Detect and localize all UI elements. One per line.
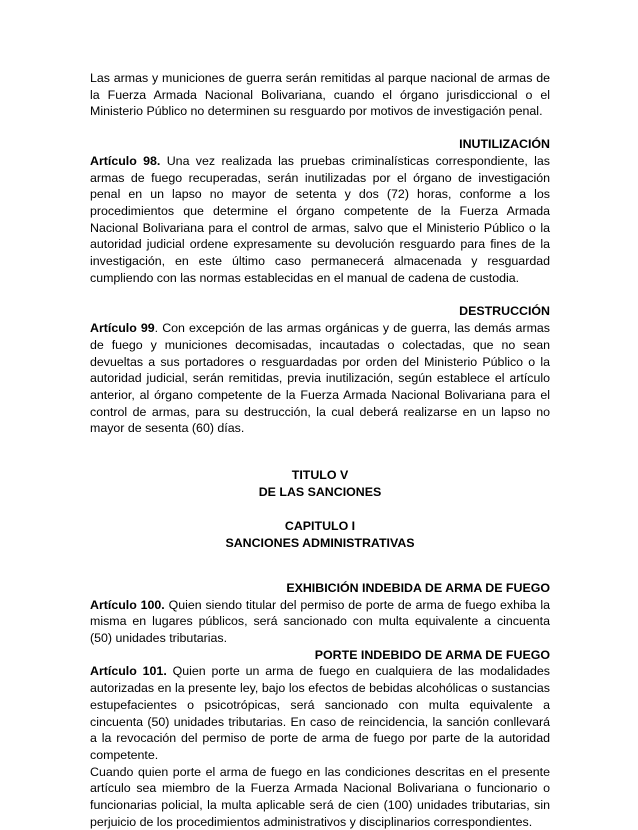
capitulo-number: CAPITULO I <box>284 519 356 534</box>
article-101-paragraph <box>90 663 550 763</box>
article-101-text: Quien porte un arma de fuego en cualquiera de las modalidades autorizadas en la presente ley, bajo los efectos de bebidas alcohólicas o sustancias estupefacientes o psicotrópicas, será sancionado con multa equivalente a cincuenta (50) unidades tributarias. En caso de reincidencia, la sanción conllevará a la revocación del permiso de porte de arma de fuego por parte de la autoridad competente. <box>90 664 551 762</box>
article-99-paragraph <box>90 320 550 437</box>
article-100-paragraph <box>90 597 550 647</box>
heading-porte: PORTE INDEBIDO DE ARMA DE FUEGO <box>314 647 550 662</box>
article-99-label: Artículo 99 <box>90 321 155 336</box>
article-101-paragraph-2: Cuando quien porte el arma de fuego en las condiciones descritas en el presente artículo sea miembro de la Fuerza Armada Nacional Bolivariana o funcionario o funcionarias policial, la multa aplicable será de cien (100) unidades tributarias, sin perjuicio de los procedimientos administrativos y disciplinarios correspondientes. <box>90 764 550 829</box>
article-100-label: Artículo 100. <box>90 597 165 612</box>
heading-destruccion: DESTRUCCIÓN <box>459 304 550 319</box>
heading-inutilizacion: INUTILIZACIÓN <box>459 137 550 152</box>
titulo-number: TITULO V <box>291 468 349 483</box>
titulo-name: DE LAS SANCIONES <box>258 484 382 499</box>
article-100-text: Quien siendo titular del permiso de porte de arma de fuego exhiba la misma en lugares públicos, será sancionado con multa equivalente a cincuenta (50) unidades tributarias. <box>90 597 550 645</box>
intro-paragraph: Las armas y municiones de guerra serán remitidas al parque nacional de armas de la Fuerza Armada Nacional Bolivariana, cuando el órgano jurisdiccional o el Ministerio Público no determinen su resguardo por motivos de investigación penal. <box>90 71 550 119</box>
article-98-paragraph <box>90 153 550 287</box>
article-98-text: Una vez realizada las pruebas criminalísticas correspondiente, las armas de fuego recuperadas, serán inutilizadas por el órgano de investigación penal en un lapso no mayor de setenta y dos (72) horas, conforme a los procedimientos que determine el órgano competente de la Fuerza Armada Nacional Bolivariana para el control de armas, salvo que el Ministerio Público o la autoridad judicial ordene expresamente su devolución resguardo para fines de la investigación, en este último caso permanecerá almacenada y resguardad cumpliendo con las normas establecidas en el manual de cadena de custodia. <box>90 153 551 285</box>
capitulo-name: SANCIONES ADMINISTRATIVAS <box>225 536 415 551</box>
document-page <box>90 70 550 830</box>
article-99-text: . Con excepción de las armas orgánicas y de guerra, las demás armas de fuego y municiones decomisadas, incautadas o colectadas, que no sean devueltas a sus portadores o resguardadas por orden del Ministerio Público o la autoridad judicial, serán remitidas, previa inutilización, según establece el artículo anterior, al órgano competente de la Fuerza Armada Nacional Bolivariana para el control de armas, para su destrucción, la cual deberá realizarse en un lapso no mayor de sesenta (60) días. <box>90 321 550 436</box>
article-98-label: Artículo 98. <box>90 153 161 168</box>
heading-exhibicion: EXHIBICIÓN INDEBIDA DE ARMA DE FUEGO <box>286 580 550 595</box>
article-101-label: Artículo 101. <box>90 664 167 679</box>
